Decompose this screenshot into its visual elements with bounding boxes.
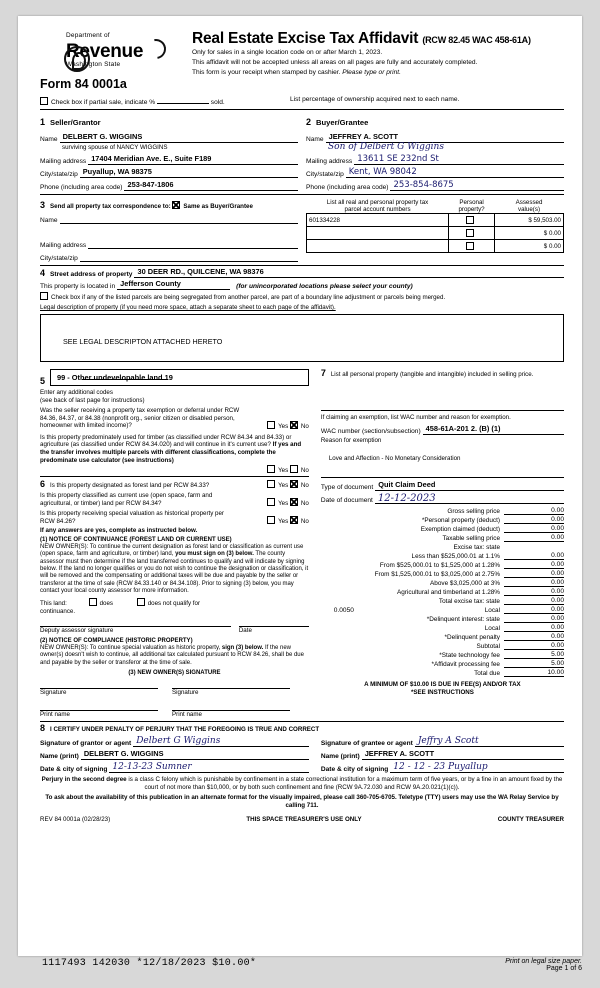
tax-label: Local [484, 625, 500, 633]
seller-block [40, 110, 298, 191]
answers-note: If any answers are yes, complete as instructed below. [40, 527, 198, 535]
same-as-buyer-checkbox[interactable] [172, 201, 180, 209]
local-rate: 0.0050 [333, 607, 354, 615]
legal-description-box[interactable] [40, 314, 564, 362]
grantor-date-input[interactable]: 12-13-23 Sumner [109, 762, 308, 773]
q-forest-text: 6 Is this property designated as forest land per RCW 84.33? [40, 478, 210, 489]
section8-heading: I CERTIFY UNDER PENALTY OF PERJURY THAT THE FOREGOING IS TRUE AND CORRECT [50, 725, 320, 733]
seller-number: 1 [40, 117, 46, 127]
tax-label: From $1,525,000.01 to $3,025,000 at 2.75% [374, 571, 500, 579]
deputy-signature-label: Deputy assessor signature [40, 626, 114, 634]
buyer-mailing-input[interactable]: 13611 SE 232nd St [354, 154, 564, 165]
personal-property-checkbox[interactable] [466, 229, 474, 237]
yes-checkbox[interactable] [267, 498, 275, 506]
notice2-body: NEW OWNER(S): To continue special valuation as historic property, sign (3) below. If the new owner(s) doesn't wish to continue, all additional tax calculated pursuant to RCW 84.26, shall be due and payable by the seller or transferor at the time of sale. [40, 644, 304, 666]
tax-label: Excise tax: state [453, 544, 500, 552]
q-forest-answer[interactable]: Yes No [267, 480, 309, 489]
section-8 [40, 723, 564, 773]
tax-value[interactable]: 0.00 [504, 624, 564, 632]
corr-city-input[interactable] [80, 251, 298, 262]
see-back-label: (see back of last page for instructions) [40, 396, 145, 404]
continuance-label: continuance. [40, 608, 76, 616]
section5-number: 5 [40, 375, 46, 386]
corr-mailing-label: Mailing address [40, 242, 87, 250]
corr-mailing-input[interactable] [88, 238, 298, 249]
tax-label: Exemption claimed (deduct) [420, 526, 500, 534]
section7-label: List all personal property (tangible and intangible) included in selling price. [330, 370, 534, 378]
county-hint: (for unincorporated locations please select your county) [236, 283, 413, 291]
tax-label: Gross selling price [447, 508, 500, 516]
question-forest-land [40, 479, 309, 490]
question-current-use [40, 492, 309, 507]
tax-value[interactable]: 0.00 [504, 507, 564, 515]
perjury-text: is a class C felony which is punishable by confinement in a state correctional institution for a maximum term of five years, or by a fine in an amount fixed by the court of not more than $10,000, or by both such confinement and fine (RCW 9A.72.030 and RCW 9A.20.021(1)(c)). [126, 775, 563, 791]
corr-name-input[interactable] [60, 213, 298, 224]
tax-label: Above $3,025,000 at 3% [430, 580, 500, 588]
section-3 [40, 198, 564, 262]
tax-label: *Delinquent interest: state [426, 616, 500, 624]
grantor-date-label: Date & city of signing [40, 765, 108, 773]
tax-label: Less than $525,000.01 at 1.1% [411, 553, 500, 561]
correspondence-block [40, 198, 298, 262]
seller-name-secondary: surviving spouse of NANCY WIGGINS [62, 144, 168, 151]
assessed-value-cell[interactable]: $ 0.00 [495, 227, 564, 240]
tax-value[interactable]: 0.00 [504, 588, 564, 596]
tax-label: Agricultural and timberland at 1.28% [396, 589, 500, 597]
affidavit-page [18, 16, 582, 956]
q-exemption-answer[interactable]: Yes No [267, 421, 309, 430]
segregation-label: Check box if any of the listed parcels are being segregated from another parcel, are part of a boundary line adjustment or parcels being merged. [51, 294, 446, 302]
no-checkbox[interactable] [290, 421, 298, 429]
grantee-signature-input[interactable]: Jeffry A Scott [415, 736, 564, 747]
wac-input[interactable]: 458-61A-201 2. (B) (1) [423, 424, 564, 435]
question-historic [40, 510, 309, 525]
table-row [307, 227, 564, 240]
enter-codes-label: Enter any additional codes [40, 388, 113, 396]
seller-name-label: Name [40, 136, 58, 143]
seller-mailing-label: Mailing address [40, 157, 87, 165]
seller-mailing-input[interactable]: 17404 Meridian Ave. E., Suite F189 [88, 154, 298, 165]
tax-value[interactable]: 5.00 [504, 660, 564, 668]
section3-number: 3 [40, 200, 46, 210]
no-checkbox[interactable] [290, 465, 298, 473]
grantee-date-label: Date & city of signing [320, 765, 389, 773]
located-in-label: This property is located in [40, 283, 116, 291]
grantor-sig-label: Signature of grantor or agent [40, 739, 132, 747]
grantor-print-label: Name (print) [40, 752, 79, 760]
tax-value[interactable]: 0.00 [504, 561, 564, 569]
perjury-bold: Perjury in the second degree [41, 775, 127, 783]
does-qualify-checkbox[interactable] [89, 598, 97, 606]
page-title: Real Estate Excise Tax Affidavit (RCW 82.45 WAC 458-61A) [192, 30, 531, 47]
q-timber-text: Is this property predominately used for timber (as classified under RCW 84.34 and 84.33) or agriculture (as classified under RCW 84.34.020) and will continue in it's current use? If yes and the transfer involves multiple parcels with different classifications, complete the predominate use calculator (see instructions) [40, 433, 302, 464]
tax-value[interactable]: 0.00 [504, 579, 564, 587]
notice3-title: (3) NEW OWNER(S) SIGNATURE [128, 669, 221, 676]
lower-columns [40, 364, 564, 719]
section3-label: Send all property tax correspondence to: [50, 203, 171, 210]
parcel-number-cell[interactable] [307, 240, 449, 253]
revision-number: REV 84 0001a (02/28/23) [40, 815, 111, 823]
does-not-qualify-checkbox[interactable] [137, 598, 145, 606]
legal-description-label: Legal description of property (if you need more space, attach a separate sheet to each page of the affidavit). [40, 304, 336, 311]
tax-calc-table [321, 507, 564, 677]
parcel-col-header: List all real and personal property tax parcel account numbers [326, 199, 429, 213]
tax-value[interactable]: 0.00 [504, 552, 564, 560]
table-row [307, 214, 564, 227]
county-input[interactable]: Jefferson County [117, 279, 230, 290]
parties-section [40, 109, 564, 191]
seller-phone-label: Phone (including area code) [40, 183, 123, 191]
document-footer [40, 776, 564, 824]
same-as-buyer-label: Same as Buyer/Grantee [183, 203, 253, 210]
tax-label: Total due [474, 670, 500, 678]
header-note-1: Only for sales in a single location code on or after March 1, 2023. [192, 49, 383, 56]
personal-property-checkbox[interactable] [466, 216, 474, 224]
doc-date-label: Date of document [320, 497, 373, 505]
tax-label: Taxable selling price [442, 535, 500, 543]
tax-value[interactable]: 0.00 [504, 606, 564, 614]
buyer-number: 2 [306, 117, 312, 127]
seller-city-label: City/state/zip [40, 170, 78, 178]
partial-sale-percent-input[interactable] [157, 96, 209, 104]
notice2-title: (2) NOTICE OF COMPLIANCE (HISTORIC PROPERTY) [40, 637, 193, 644]
partial-sale-sold-label: sold. [210, 99, 225, 106]
partial-sale-row [40, 96, 564, 106]
tax-value[interactable]: 0.00 [504, 642, 564, 650]
q-current-use-text: Is this property classified as current use (open space, farm and agricultural, or timber) land per RCW 84.34? [40, 492, 213, 507]
print-label-2: Print name [172, 710, 202, 718]
seller-phone-input[interactable]: 253-847-1806 [124, 180, 298, 191]
yes-checkbox[interactable] [267, 421, 275, 429]
personal-col-header: Personal property? [458, 199, 485, 213]
no-checkbox[interactable] [290, 498, 298, 506]
parcel-number-cell[interactable] [307, 227, 449, 240]
tax-value[interactable]: 0.00 [504, 516, 564, 524]
seller-heading: Seller/Grantor [50, 118, 101, 127]
section-4 [40, 267, 564, 362]
tax-value[interactable]: 5.00 [504, 651, 564, 659]
table-row [307, 240, 564, 253]
assessed-col-header: Assessed value(s) [515, 199, 543, 213]
q-historic-text: Is this property receiving special valuation as historical property per RCW 84.26? [40, 510, 224, 525]
tax-value[interactable]: 0.00 [504, 570, 564, 578]
no-checkbox[interactable] [290, 480, 298, 488]
state-seal-icon [64, 46, 90, 72]
partial-sale-label: Check box if partial sale, indicate % [51, 99, 156, 106]
treasurer-use-label: THIS SPACE TREASURER'S USE ONLY [246, 815, 362, 823]
reason-value: Love and Affection - No Monetary Consideration [328, 454, 461, 462]
page-footer [42, 958, 582, 972]
grantee-date-input[interactable]: 12 - 12 - 23 Puyallup [390, 762, 564, 773]
grantor-print-input[interactable]: DELBERT G. WIGGINS [81, 749, 309, 760]
grantee-sign-block [315, 734, 564, 773]
dept-line-1: Department of [66, 32, 110, 39]
buyer-name-input[interactable]: JEFFREY A. SCOTT [326, 132, 564, 143]
yes-checkbox[interactable] [267, 516, 275, 524]
deputy-date-label: Date [238, 626, 252, 634]
print-label-1: Print name [40, 710, 70, 718]
tax-label: From $525,000.01 to $1,525,000 at 1.28% [379, 562, 500, 570]
section8-number: 8 [40, 722, 46, 733]
street-address-label: Street address of property [50, 271, 133, 279]
minimum-due-note: A MINIMUM OF $10.00 IS DUE IN FEE(S) AND/OR TAX [364, 681, 521, 689]
tax-label: Local [484, 607, 500, 615]
dept-line-2: Revenue [66, 39, 190, 61]
tax-label: *Personal property (deduct) [421, 517, 500, 525]
grantee-print-label: Name (print) [320, 752, 360, 760]
buyer-city-label: City/state/zip [306, 171, 344, 178]
notice1-title: (1) NOTICE OF CONTINUANCE (FOREST LAND OR CURRENT USE) [40, 536, 232, 543]
tax-value[interactable]: 0.00 [504, 633, 564, 641]
agency-block [40, 30, 190, 91]
q-exemption-text: Was the seller receiving a property tax exemption or deferral under RCW 84.36, 84.37, or 84.38 (nonprofit org., senior citizen or disabled person, homeowner with limited income)? [40, 407, 240, 430]
header-note-2: This affidavit will not be accepted unless all areas on all pages are fully and accurately completed. [192, 58, 478, 66]
reason-label: Reason for exemption [320, 436, 382, 444]
grantor-sign-block [40, 734, 315, 773]
parcel-number-cell[interactable]: 601334228 [307, 214, 449, 227]
section7-number: 7 [320, 367, 326, 378]
document-header [40, 30, 564, 91]
street-address-input[interactable]: 30 DEER RD., QUILCENE, WA 98376 [134, 267, 564, 278]
seller-name-input[interactable]: DELBERT G. WIGGINS [60, 132, 298, 143]
legal-size-note: Print on legal size paper. Page 1 of 6 [505, 958, 582, 972]
tax-label: Subtotal [476, 643, 500, 651]
right-column [315, 364, 564, 719]
revenue-swoosh-icon [142, 35, 170, 63]
ada-note: To ask about the availability of this publication in an alternate format for the visually impaired, please call 360-705-6705. Teletype (TTY) users may use the WA Relay Service by calling 711. [45, 794, 559, 810]
buyer-mailing-label: Mailing address [306, 158, 353, 165]
parcel-table-block [298, 198, 564, 262]
grantee-print-input[interactable]: JEFFREY A. SCOTT [362, 749, 564, 760]
land-use-code-value: 99 - Other undevelopable land 19 [57, 372, 173, 382]
doc-type-input[interactable]: Quit Claim Deed [375, 480, 564, 491]
notice1-body: NEW OWNER(S): To continue the current designation as forest land or classification as current use (open space, farm and agriculture, or timber) land, you must sign on (3) below. The county assessor must then determine if the land transferred continues to qualify and will indicate by signing below. If the land no longer qualifies or you do not wish to continue the designation or classification, it will be removed and the compensating or additional taxes will be due and payable by the seller or transferor at the time of sale (RCW 84.33.140 or 84.34.108). Prior to signing (3) below, you may contact your local county assessor for more information. [40, 544, 309, 595]
tax-value[interactable]: 0.00 [504, 597, 564, 605]
buyer-name-label: Name [306, 136, 324, 143]
assessed-value-cell[interactable]: $ 59,503.00 [495, 214, 564, 227]
tax-label: Total excise tax: state [438, 598, 500, 606]
title-block [190, 30, 564, 78]
wac-label: WAC number (section/subsection) [320, 427, 421, 435]
ownership-note: List percentage of ownership acquired next to each name. [290, 96, 460, 103]
signature-label-2: Signature [172, 689, 199, 697]
exemption-label: If claiming an exemption, list WAC number and reason for exemption. [320, 414, 511, 421]
tax-label: *State technology fee [439, 652, 500, 660]
tax-value[interactable]: 0.00 [504, 525, 564, 533]
doc-date-input[interactable]: 12-12-2023 [375, 493, 564, 504]
seller-city-input[interactable]: Puyallup, WA 98375 [80, 167, 298, 178]
no-checkbox[interactable] [290, 516, 298, 524]
yes-checkbox[interactable] [267, 465, 275, 473]
county-treasurer-label: COUNTY TREASURER [497, 815, 564, 823]
signature-label-1: Signature [40, 689, 67, 697]
q-historic-answer[interactable]: Yes No [267, 516, 309, 525]
tax-value[interactable]: 10.00 [504, 669, 564, 677]
parcel-table [306, 200, 564, 253]
grantor-signature-input[interactable]: Delbert G Wiggins [133, 736, 309, 747]
legal-description-value: SEE LEGAL DESCRIPTON ATTACHED HERETO [63, 336, 223, 346]
q-timber-answer[interactable]: Yes No [40, 465, 309, 474]
assessed-value-cell[interactable]: $ 0.00 [495, 240, 564, 253]
header-note-3: This form is your receipt when stamped by cashier. Please type or print. [192, 68, 401, 76]
tax-label: *Delinquent penalty [444, 634, 500, 642]
tax-value[interactable]: 0.00 [504, 615, 564, 623]
land-use-strikethrough [82, 379, 168, 380]
buyer-name-handwritten: Son of Delbert G Wiggins [328, 142, 444, 152]
tax-label: *Affidavit processing fee [431, 661, 500, 669]
buyer-city-input[interactable]: Kent, WA 98042 [346, 167, 564, 178]
form-number: Form 84 0001a [40, 77, 127, 91]
buyer-heading: Buyer/Grantee [316, 118, 369, 127]
tax-value[interactable]: 0.00 [504, 534, 564, 542]
yes-checkbox[interactable] [267, 480, 275, 488]
segregation-checkbox[interactable] [40, 292, 48, 300]
buyer-block [298, 110, 564, 191]
q-current-use-answer[interactable]: Yes No [267, 498, 309, 507]
section4-number: 4 [40, 268, 46, 279]
dept-line-3: Washington State [66, 61, 121, 68]
partial-sale-checkbox[interactable] [40, 97, 48, 105]
see-instructions-note: *SEE INSTRUCTIONS [410, 689, 474, 696]
personal-property-checkbox[interactable] [466, 242, 474, 250]
corr-name-label: Name [40, 217, 58, 225]
treasurer-stamp: 1117493 142030 *12/18/2023 $10.00* [42, 958, 257, 969]
question-exemption-deferral [40, 407, 309, 429]
buyer-phone-label: Phone (including area code) [306, 184, 389, 191]
buyer-phone-input[interactable]: 253-854-8675 [390, 180, 564, 191]
doc-type-label: Type of document [320, 484, 374, 492]
land-use-code-box[interactable] [50, 369, 309, 386]
corr-city-label: City/state/zip [40, 255, 78, 263]
left-column [40, 364, 315, 719]
this-land-row: This land: does does not qualify for [40, 600, 201, 608]
grantee-sig-label: Signature of grantee or agent [320, 739, 413, 747]
